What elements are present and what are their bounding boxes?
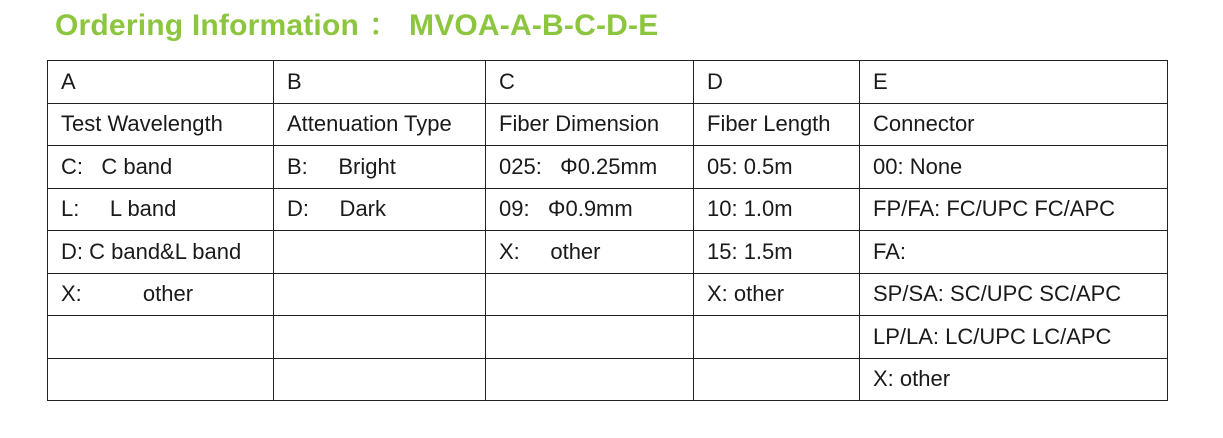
title-model-code: MVOA-A-B-C-D-E <box>409 9 659 42</box>
table-cell: FA: <box>860 231 1168 274</box>
table-row <box>48 231 1168 274</box>
table-cell: 09: Φ0.9mm <box>486 188 694 231</box>
page-title <box>55 6 658 46</box>
header-attenuation-type: Attenuation Type <box>274 103 486 146</box>
table-row <box>48 146 1168 189</box>
table-cell: 15: 1.5m <box>694 231 860 274</box>
table-cell: D: Dark <box>274 188 486 231</box>
table-cell: SP/SA: SC/UPC SC/APC <box>860 273 1168 316</box>
table-cell: 05: 0.5m <box>694 146 860 189</box>
table-cell <box>486 273 694 316</box>
table-cell: 025: Φ0.25mm <box>486 146 694 189</box>
table-cell: X: other <box>860 358 1168 401</box>
column-letter-a: A <box>48 61 274 104</box>
table-cell: X: other <box>486 231 694 274</box>
table-cell: B: Bright <box>274 146 486 189</box>
table-cell: D: C band&L band <box>48 231 274 274</box>
table-cell <box>274 316 486 359</box>
table-cell <box>274 358 486 401</box>
table-cell: X: other <box>48 273 274 316</box>
table-cell <box>486 316 694 359</box>
table-cell <box>274 231 486 274</box>
table-cell: FP/FA: FC/UPC FC/APC <box>860 188 1168 231</box>
column-letter-e: E <box>860 61 1168 104</box>
table-cell: LP/LA: LC/UPC LC/APC <box>860 316 1168 359</box>
header-fiber-length: Fiber Length <box>694 103 860 146</box>
table-row <box>48 316 1168 359</box>
table-cell: 00: None <box>860 146 1168 189</box>
table-row <box>48 273 1168 316</box>
table-cell <box>486 358 694 401</box>
table-cell: X: other <box>694 273 860 316</box>
table-row <box>48 188 1168 231</box>
table-cell: 10: 1.0m <box>694 188 860 231</box>
column-letter-b: B <box>274 61 486 104</box>
table-cell <box>274 273 486 316</box>
table-cell: C: C band <box>48 146 274 189</box>
table-cell <box>48 358 274 401</box>
ordering-table <box>47 60 1168 401</box>
header-test-wavelength: Test Wavelength <box>48 103 274 146</box>
table-cell <box>694 358 860 401</box>
table-row-headers <box>48 103 1168 146</box>
title-separator: ： <box>368 9 400 42</box>
header-fiber-dimension: Fiber Dimension <box>486 103 694 146</box>
header-connector: Connector <box>860 103 1168 146</box>
table-cell: L: L band <box>48 188 274 231</box>
table-row-letters <box>48 61 1168 104</box>
table-row <box>48 358 1168 401</box>
table-cell <box>694 316 860 359</box>
title-label: Ordering Information <box>55 9 359 42</box>
column-letter-d: D <box>694 61 860 104</box>
column-letter-c: C <box>486 61 694 104</box>
table-cell <box>48 316 274 359</box>
